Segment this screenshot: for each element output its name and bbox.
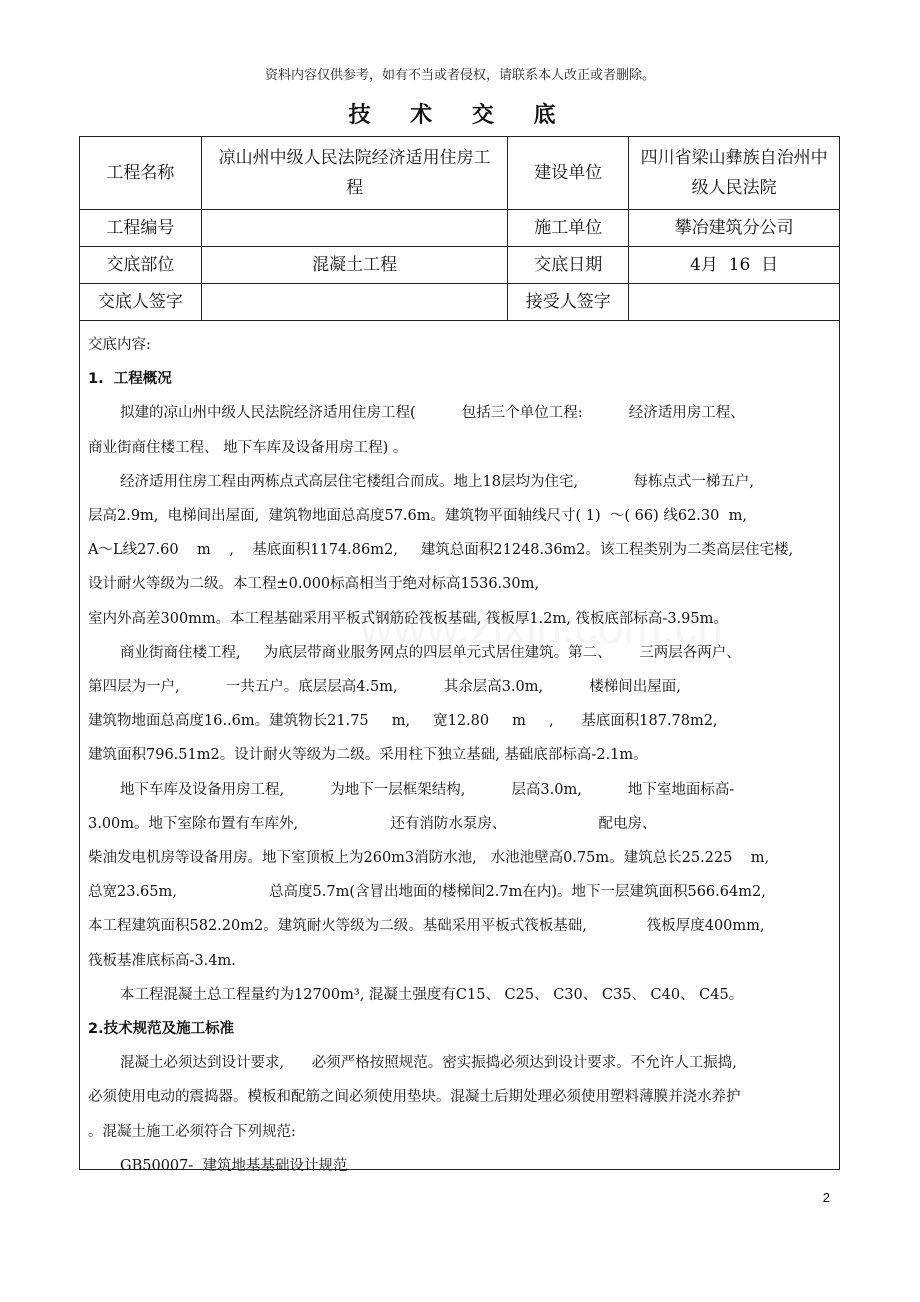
paragraph: 商业街商住楼工程, 为底层带商业服务网点的四层单元式居住建筑。第二、 三两层各两户、 — [120, 644, 741, 661]
paragraph: 地下车库及设备用房工程, 为地下一层框架结构, 层高3.0m, 地下室地面标高- — [120, 781, 735, 798]
table-row — [80, 137, 840, 210]
project-no-label: 工程编号 — [80, 210, 202, 247]
paragraph: 经济适用住房工程由两栋点式高层住宅楼组合而成。地上18层均为住宅, 每栋点式一梯五户, — [120, 473, 754, 490]
signer-value — [201, 284, 508, 321]
project-name-value: 凉山州中级人民法院经济适用住房工程 — [201, 137, 508, 210]
part-label: 交底部位 — [80, 247, 202, 284]
page-number: 2 — [822, 1190, 830, 1205]
paragraph: 本工程建筑面积582.20m2。建筑耐火等级为二级。基础采用平板式筏板基础, 筏板厚度400mm, — [88, 918, 765, 935]
paragraph: 层高2.9m, 电梯间出屋面, 建筑物地面总高度57.6m。建筑物平面轴线尺寸( 1) ～( 66) 线62.30 m, — [88, 508, 747, 525]
section-2-title: 2.技术规范及施工标准 — [88, 1021, 235, 1038]
table-row — [80, 210, 840, 247]
builder-label: 建设单位 — [508, 137, 629, 210]
part-value: 混凝土工程 — [201, 247, 508, 284]
paragraph: 。混凝土施工必须符合下列规范: — [88, 1123, 296, 1140]
page-title: 技 术 交 底 — [348, 103, 572, 128]
receiver-value — [629, 284, 840, 321]
disclaimer: 资料内容仅供参考，如有不当或者侵权，请联系本人改正或者删除。 — [264, 68, 655, 83]
paragraph: 第四层为一户, 一共五户。底层层高4.5m, 其余层高3.0m, 楼梯间出屋面, — [88, 679, 681, 696]
paragraph: 建筑物地面总高度16..6m。建筑物长21.75 m, 宽12.80 m , 基底面积187.78m2, — [88, 713, 718, 730]
project-name-label: 工程名称 — [80, 137, 202, 210]
paragraph: 室内外高差300mm。本工程基础采用平板式钢筋砼筏板基础, 筏板厚1.2m, 筏板底部标高-3.95m。 — [88, 610, 728, 627]
paragraph: 3.00m。地下室除布置有车库外, 还有消防水泵房、 配电房、 — [88, 815, 657, 832]
paragraph: 建筑面积796.51m2。设计耐火等级为二级。采用柱下独立基础, 基础底部标高-2.1m。 — [88, 747, 648, 764]
receiver-label: 接受人签字 — [508, 284, 629, 321]
paragraph: 总宽23.65m, 总高度5.7m(含冒出地面的楼梯间2.7m在内)。地下一层建筑面积566.64m2, — [88, 884, 766, 901]
paragraph: 必须使用电动的震捣器。模板和配筋之间必须使用垫块。混凝土后期处理必须使用塑料薄膜并浇水养护 — [88, 1089, 741, 1106]
signer-label: 交底人签字 — [80, 284, 202, 321]
builder-value: 四川省梁山彝族自治州中级人民法院 — [629, 137, 840, 210]
paragraph: 拟建的凉山州中级人民法院经济适用住房工程( 包括三个单位工程: 经济适用房工程、 — [120, 405, 745, 422]
paragraph: 商业街商住楼工程、 地下车库及设备用房工程) 。 — [88, 439, 408, 456]
paragraph: GB50007- 建筑地基基础设计规范 — [120, 1157, 348, 1174]
table-row — [80, 284, 840, 321]
project-no-value — [201, 210, 508, 247]
section-1-title: 1. 工程概况 — [88, 371, 172, 388]
paragraph: 筏板基准底标高-3.4m. — [88, 952, 236, 969]
paragraph: 混凝土必须达到设计要求, 必须严格按照规范。密实振捣必须达到设计要求。不允许人工振捣, — [120, 1055, 737, 1072]
contractor-value: 攀冶建筑分公司 — [629, 210, 840, 247]
date-value: 4月 16 日 — [629, 247, 840, 284]
paragraph: 柴油发电机房等设备用房。地下室顶板上为260m3消防水池, 水池池壁高0.75m。建筑总长25.225 m, — [88, 850, 770, 867]
table-row — [80, 247, 840, 284]
paragraph: 设计耐火等级为二级。本工程±0.000标高相当于绝对标高1536.30m, — [88, 576, 539, 593]
content-body — [88, 328, 834, 1183]
paragraph: 本工程混凝土总工程量约为12700m³, 混凝土强度有C15、 C25、 C30、 C35、 C40、 C45。 — [120, 986, 744, 1003]
contractor-label: 施工单位 — [508, 210, 629, 247]
date-label: 交底日期 — [508, 247, 629, 284]
paragraph: A～L线27.60 m , 基底面积1174.86m2, 建筑总面积21248.36m2。该工程类别为二类高层住宅楼, — [88, 542, 794, 559]
header-table — [79, 136, 840, 321]
content-intro: 交底内容: — [88, 337, 151, 353]
